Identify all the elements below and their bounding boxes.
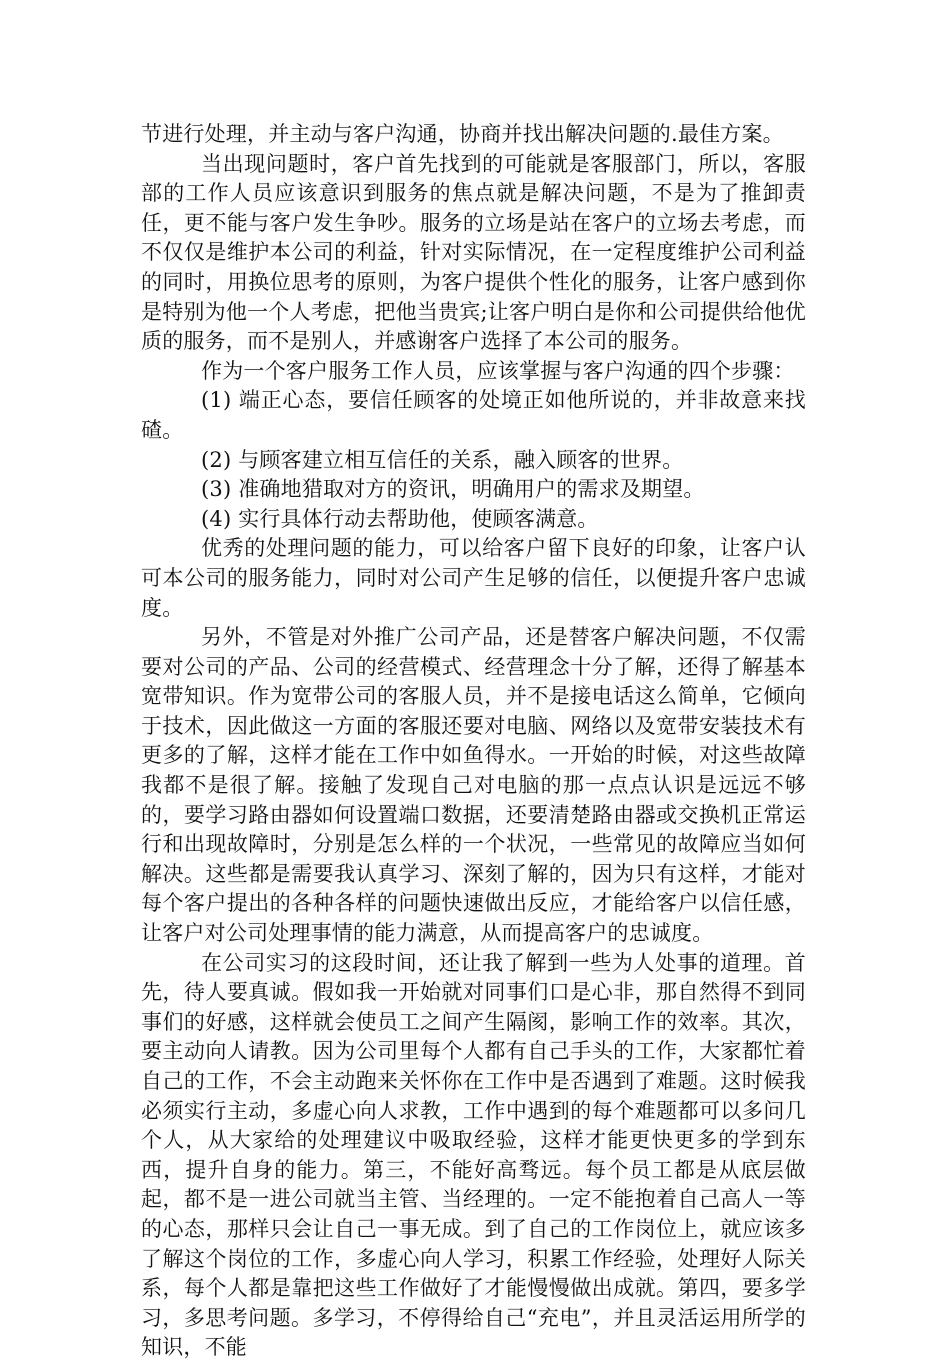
paragraph-customer-service-focus: 当出现问题时，客户首先找到的可能就是客服部门，所以，客服部的工作人员应该意识到服务的焦点就是解决问题，不是为了推卸责任，更不能与客户发生争吵。服务的立场是站在客户的立场去考虑，而不仅仅是维护本公司的利益，针对实际情况，在一定程度维护公司利益的同时，用换位思考的原则，为客户提供个性化的服务，让客户感到你是特别为他一个人考虑，把他当贵宾;让客户明白是你和公司提供给他优质的服务，而不是别人，并感谢客户选择了本公司的服务。 [141, 151, 806, 354]
list-item-step-3: (3) 准确地猎取对方的资讯，明确用户的需求及期望。 [201, 477, 705, 502]
paragraph-broadband-knowledge: 另外，不管是对外推广公司产品，还是替客户解决问题，不仅需要对公司的产品、公司的经营模式、经营理念十分了解，还得了解基本宽带知识。作为宽带公司的客服人员，并不是接电话这么简单，它倾向于技术，因此做这一方面的客服还要对电脑、网络以及宽带安装技术有更多的了解，这样才能在工作中如鱼得水。一开始的时候，对这些故障我都不是很了解。接触了发现自己对电脑的那一点点认识是远远不够的，要学习路由器如何设置端口数据，还要清楚路由器或交换机正常运行和出现故障时，分别是怎么样的一个状况，一些常见的故障应当如何解决。这些都是需要我认真学习、深刻了解的，因为只有这样，才能对每个客户提出的各种各样的问题快速做出反应，才能给客户以信任感，让客户对公司处理事情的能力满意，从而提高客户的忠诚度。 [141, 625, 806, 946]
paragraph-workplace-lessons: 在公司实习的这段时间，还让我了解到一些为人处事的道理。首先，待人要真诚。假如我一开始就对同事们口是心非，那自然得不到同事们的好感，这样就会使员工之间产生隔阂，影响工作的效率。其次，要主动向人请教。因为公司里每个人都有自己手头的工作，大家都忙着自己的工作，不会主动跑来关怀你在工作中是否遇到了难题。这时候我必须实行主动，多虚心向人求教，工作中遇到的每个难题都可以多问几个人，从大家给的处理建议中吸取经验，这样才能更快更多的学到东西，提升自身的能力。第三，不能好高骛远。每个员工都是从底层做起，都不是一进公司就当主管、当经理的。一定不能抱着自己高人一等的心态，那样只会让自己一事无成。到了自己的工作岗位上，就应该多了解这个岗位的工作，多虚心向人学习，积累工作经验，处理好人际关系，每个人都是靠把这些工作做好了才能慢慢做出成就。第四，要多学习，多思考问题。多学习，不停得给自己“充电”，并且灵活运用所学的知识，不能 [141, 950, 806, 1360]
paragraph-problem-solving: 优秀的处理问题的能力，可以给客户留下良好的印象，让客户认可本公司的服务能力，同时对公司产生足够的信任，以便提升客户忠诚度。 [141, 536, 806, 620]
list-item-step-2: (2) 与顾客建立相互信任的关系，融入顾客的世界。 [201, 447, 684, 472]
paragraph-four-steps-intro: 作为一个客户服务工作人员，应该掌握与客户沟通的四个步骤： [201, 358, 795, 383]
paragraph-continuation: 节进行处理，并主动与客户沟通，协商并找出解决问题的.最佳方案。 [141, 122, 784, 146]
document-body [141, 120, 806, 1363]
list-item-step-1: (1) 端正心态，要信任顾客的处境正如他所说的，并非故意来找碴。 [141, 388, 806, 442]
list-item-step-4: (4) 实行具体行动去帮助他，使顾客满意。 [201, 506, 599, 531]
